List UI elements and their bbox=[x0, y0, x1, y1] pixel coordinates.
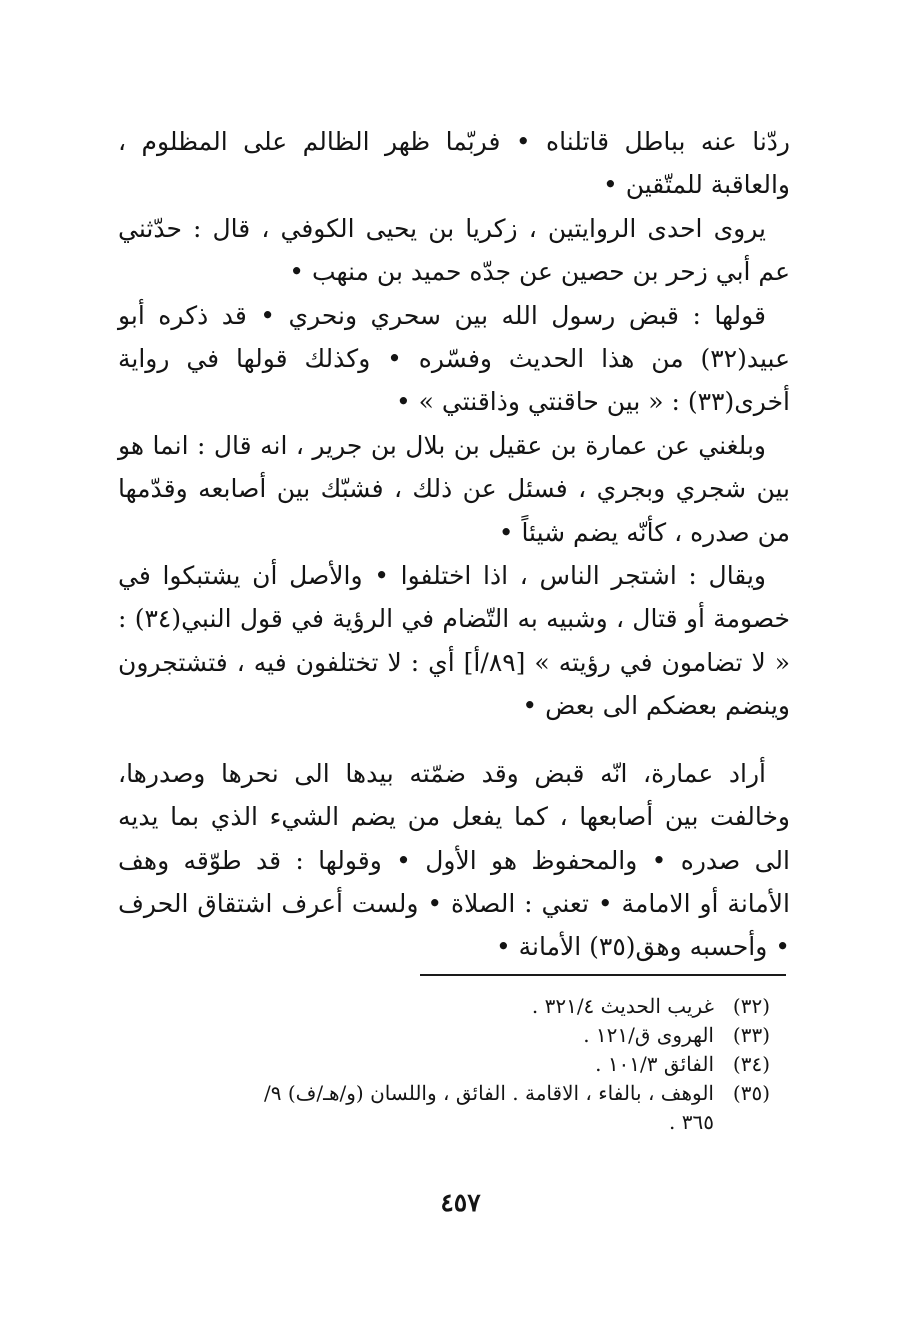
footnote-text: الفائق ١٠١/٣ . bbox=[595, 1052, 714, 1076]
main-text bbox=[118, 120, 790, 969]
footnote-number: (٣٥) bbox=[732, 1081, 770, 1105]
paragraph-1: ردّنا عنه بباطل قاتلناه • فربّما ظهر الظالم على المظلوم ، والعاقبة للمتّقين • bbox=[118, 127, 790, 200]
footnote-32 bbox=[118, 992, 770, 1021]
footnote-35 bbox=[118, 1079, 770, 1108]
paragraph-6: أراد عمارة، انّه قبض وقد ضمّته بيدها الى نحرها وصدرها، وخالفت بين أصابعها ، كما يفعل من يضم الشيء الذي بما يديه الى صدره • والمحفوظ هو الأول • وقولها : قد طوّقه وهف الأمانة أو الامامة • تعني : الصلاة • ولست أعرف اشتقاق الحرف • وأحسبه وهق(٣٥) الأمانة • bbox=[118, 758, 790, 962]
footnote-text: الهروى ق/١٢١ . bbox=[583, 1023, 714, 1047]
footnote-number: (٣٤) bbox=[732, 1052, 770, 1076]
footnotes bbox=[118, 992, 770, 1137]
page-number: ٤٥٧ bbox=[440, 1188, 481, 1217]
footnote-divider bbox=[420, 974, 786, 976]
footnote-34 bbox=[118, 1050, 770, 1079]
paragraph-2: يروى احدى الروايتين ، زكريا بن يحيى الكوفي ، قال : حدّثني عم أبي زحر بن حصين عن جدّه حميد بن منهب • bbox=[118, 213, 790, 287]
footnote-text: الوهف ، بالفاء ، الاقامة . الفائق ، واللسان (و/هـ/ف) ٩/ bbox=[264, 1081, 714, 1105]
paragraph-5: ويقال : اشتجر الناس ، اذا اختلفوا • والأصل أن يشتبكوا في خصومة أو قتال ، وشبيه به التّضام في الرؤية في قول النبي(٣٤) : « لا تضامون في رؤيته » [٨٩/أ] أي : لا تختلفون فيه ، فتشتجرون وينضم بعضكم الى بعض • bbox=[118, 561, 791, 721]
footnote-33 bbox=[118, 1021, 770, 1050]
paragraph-4: وبلغني عن عمارة بن عقيل بن بلال بن جرير ، انه قال : انما هو بين شجري وبجري ، فسئل عن ذلك ، فشبّك بين أصابعه وقدّمها من صدره ، كأنّه يضم شيئاً • bbox=[118, 430, 790, 547]
paragraph-3: قولها : قبض رسول الله بين سحري ونحري • قد ذكره أبو عبيد(٣٢) من هذا الحديث وفسّره • وكذلك قولها في رواية أخرى(٣٣) : « بين حاقنتي وذاقنتي » • bbox=[118, 300, 790, 417]
footnote-text: غريب الحديث ٣٢١/٤ . bbox=[531, 994, 714, 1018]
footnote-35-continuation: ٣٦٥ . bbox=[669, 1110, 714, 1134]
footnote-number: (٣٣) bbox=[732, 1023, 770, 1047]
footnote-number: (٣٢) bbox=[732, 994, 770, 1018]
